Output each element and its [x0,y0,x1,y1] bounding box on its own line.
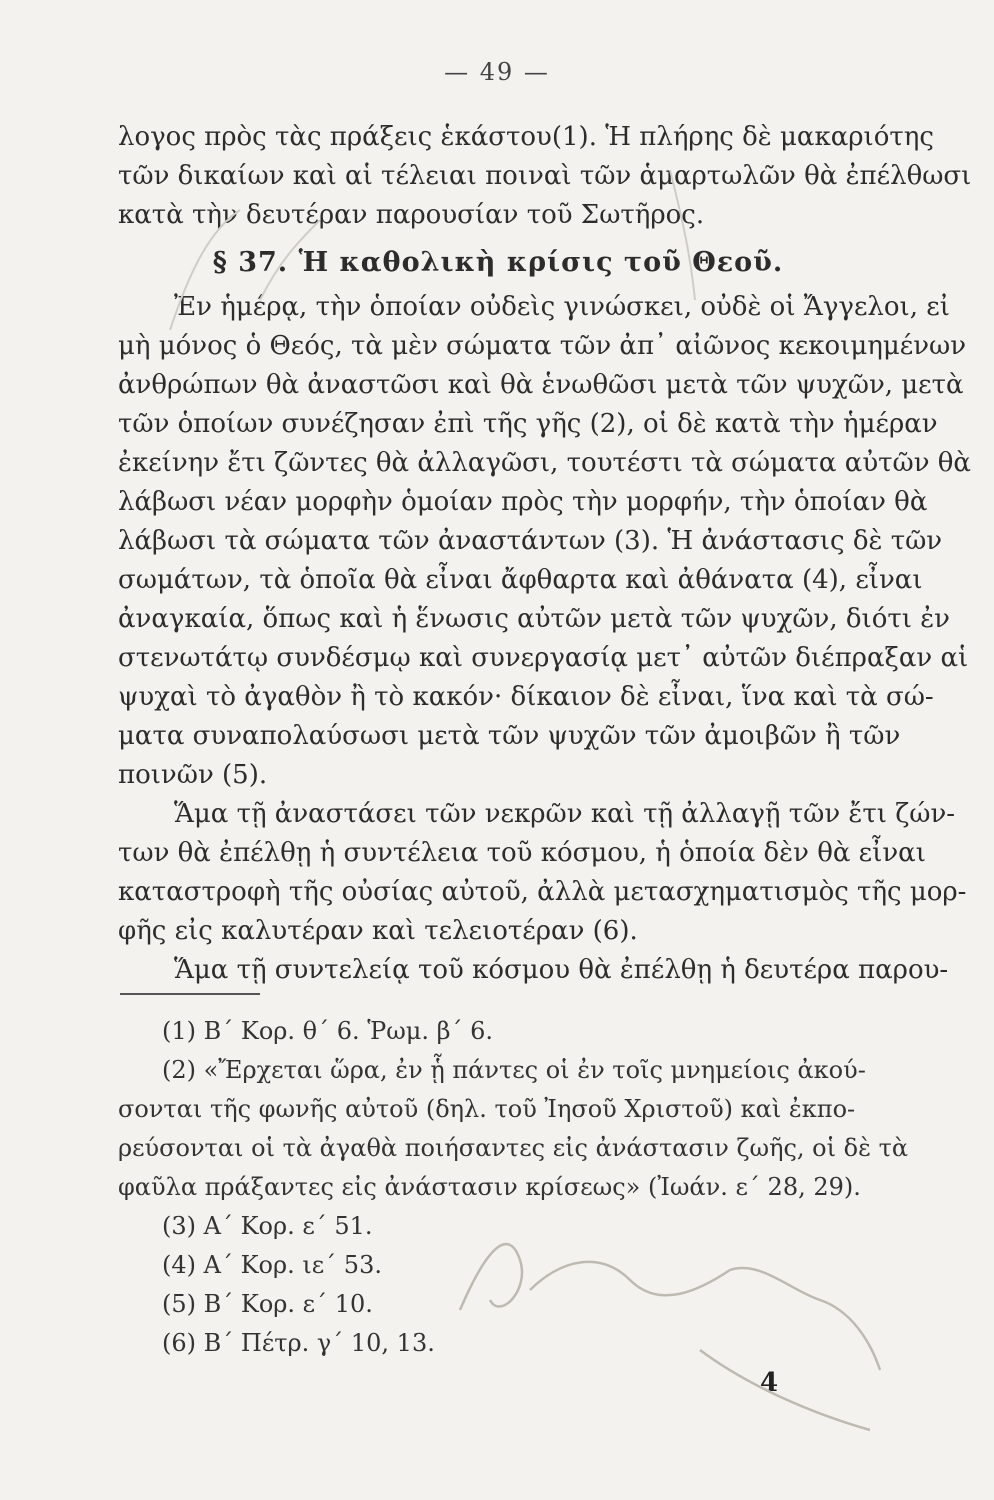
text-line: λογος πρὸς τὰς πράξεις ἑκάστου(1). Ἡ πλήρης δὲ μακαριότης [118,122,934,152]
section-heading: § 37. Ἡ καθολικὴ κρίσις τοῦ Θεοῦ. [212,247,784,278]
text-line: λάβωσι τὰ σώματα τῶν ἀναστάντων (3). Ἡ ἀνάστασις δὲ τῶν [118,526,943,556]
text-line: Ἐν ἡμέρᾳ, τὴν ὁποίαν οὐδεὶς γινώσκει, οὐδὲ οἱ Ἄγγελοι, εἰ [174,292,950,322]
text-line: Ἅμα τῇ συντελείᾳ τοῦ κόσμου θὰ ἐπέλθῃ ἡ δευτέρα παρου- [174,955,949,985]
text-line: κατὰ τὴν δευτέραν παρουσίαν τοῦ Σωτῆρος. [118,200,705,230]
text-line: ποινῶν (5). [118,760,268,790]
footnote: (1) Β΄ Κορ. θ΄ 6. Ῥωμ. β΄ 6. [162,1017,494,1045]
text-line: ματα συναπολαύσωσι μετὰ τῶν ψυχῶν τῶν ἀμοιβῶν ἢ τῶν [118,721,901,751]
footnote-continuation: φαῦλα πράξαντες εἰς ἀνάστασιν κρίσεως» (Ἰωάν. ε΄ 28, 29). [118,1173,861,1201]
text-line: ἀναγκαία, ὅπως καὶ ἡ ἕνωσις αὐτῶν μετὰ τῶν ψυχῶν, διότι ἐν [118,604,950,634]
text-line: στενωτάτῳ συνδέσμῳ καὶ συνεργασίᾳ μετ᾿ αὐτῶν διέπραξαν αἱ [118,643,969,673]
text-line: Ἅμα τῇ ἀναστάσει τῶν νεκρῶν καὶ τῇ ἀλλαγῇ τῶν ἔτι ζών- [174,799,956,829]
footnote-rule [120,993,260,995]
signature-mark: 4 [760,1368,779,1398]
footnote: (6) Β΄ Πέτρ. γ΄ 10, 13. [162,1329,435,1357]
footnote-continuation: ρεύσονται οἱ τὰ ἀγαθὰ ποιήσαντες εἰς ἀνάστασιν ζωῆς, οἱ δὲ τὰ [118,1134,909,1162]
text-line: μὴ μόνος ὁ Θεός, τὰ μὲν σώματα τῶν ἀπ᾿ αἰῶνος κεκοιμημένων [118,331,967,361]
footnotes [118,1012,909,1363]
text-line: καταστροφὴ τῆς οὐσίας αὐτοῦ, ἀλλὰ μετασχηματισμὸς τῆς μορ- [118,877,967,907]
text-line: ψυχαὶ τὸ ἀγαθὸν ἢ τὸ κακόν· δίκαιον δὲ εἶναι, ἵνα καὶ τὰ σώ- [118,682,934,712]
text-line: ἐκείνην ἔτι ζῶντες θὰ ἀλλαγῶσι, τουτέστι τὰ σώματα αὐτῶν θὰ [118,448,971,478]
text-line: ἀνθρώπων θὰ ἀναστῶσι καὶ θὰ ἑνωθῶσι μετὰ τῶν ψυχῶν, μετὰ [118,370,964,400]
text-line: των θὰ ἐπέλθῃ ἡ συντέλεια τοῦ κόσμου, ἡ ὁποία δὲν θὰ εἶναι [118,838,926,868]
text-line: τῶν δικαίων καὶ αἱ τέλειαι ποιναὶ τῶν ἁμαρτωλῶν θὰ ἐπέλθωσι [118,161,972,191]
page-number: — 49 — [444,58,550,86]
text-line: λάβωσι νέαν μορφὴν ὁμοίαν πρὸς τὴν μορφήν, τὴν ὁποίαν θὰ [118,487,928,517]
footnote: (5) Β΄ Κορ. ε΄ 10. [162,1290,373,1318]
text-line: σωμάτων, τὰ ὁποῖα θὰ εἶναι ἄφθαρτα καὶ ἀθάνατα (4), εἶναι [118,565,923,595]
footnote: (2) «Ἔρχεται ὥρα, ἐν ᾗ πάντες οἱ ἐν τοῖς μνημείοις ἀκού- [162,1056,866,1084]
text-line: τῶν ὁποίων συνέζησαν ἐπὶ τῆς γῆς (2), οἱ δὲ κατὰ τὴν ἡμέραν [118,409,938,439]
main-text [118,118,972,990]
text-line: φῆς εἰς καλυτέραν καὶ τελειοτέραν (6). [118,916,638,946]
footnote-continuation: σονται τῆς φωνῆς αὐτοῦ (δηλ. τοῦ Ἰησοῦ Χριστοῦ) καὶ ἐκπο- [118,1095,856,1123]
footnote: (4) Α΄ Κορ. ιε΄ 53. [162,1251,382,1279]
footnote: (3) Α΄ Κορ. ε΄ 51. [162,1212,373,1240]
